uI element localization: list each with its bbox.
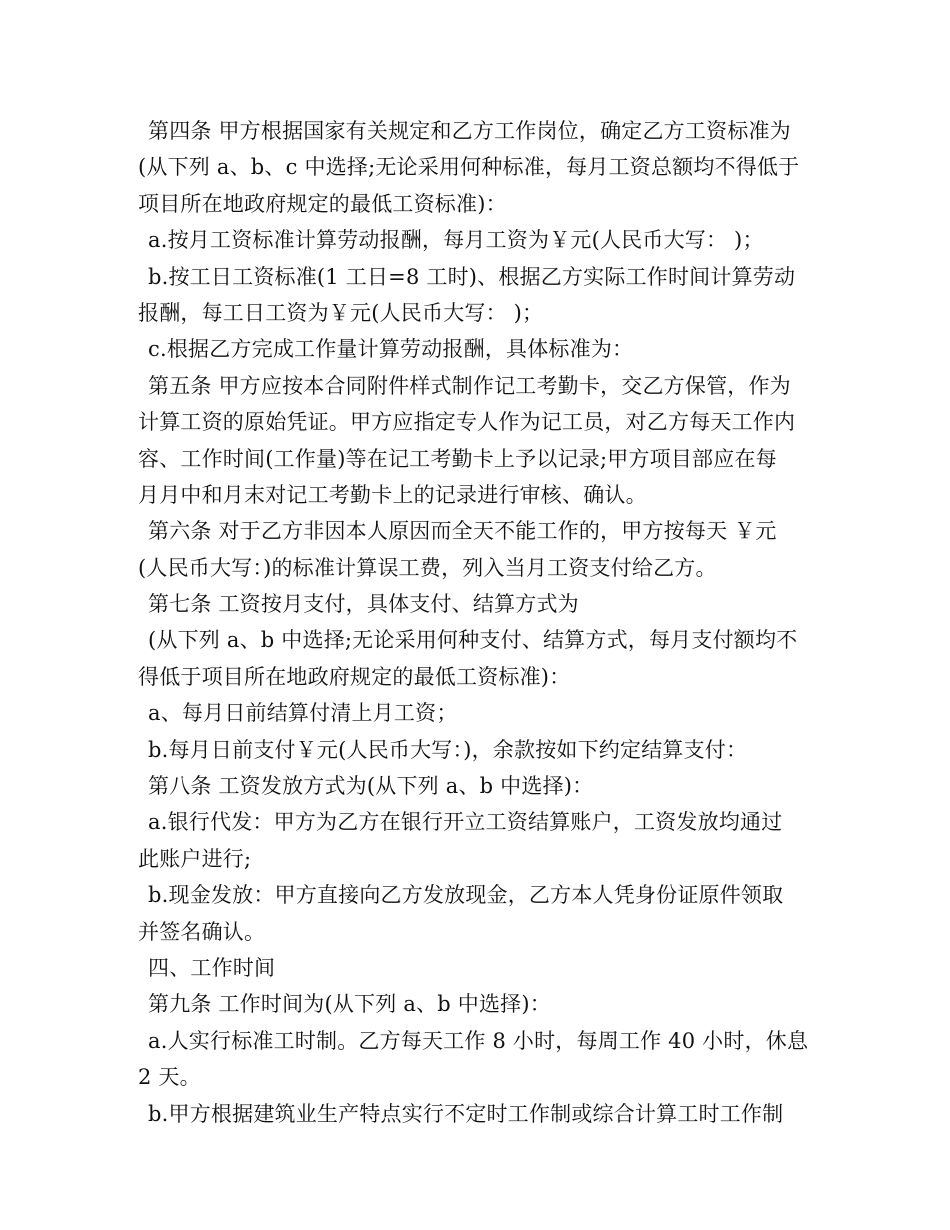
text-line: 项目所在地政府规定的最低工资标准)： <box>138 191 507 216</box>
text-line: a、每月日前结算付清上月工资； <box>148 701 458 726</box>
text-line: 并签名确认。 <box>138 919 266 944</box>
text-line: b.甲方根据建筑业生产特点实行不定时工作制或综合计算工时工作制 <box>148 1101 784 1126</box>
text-line: b.现金发放：甲方直接向乙方发放现金，乙方本人凭身份证原件领取 <box>148 883 784 908</box>
text-line: 报酬，每工日工资为￥元(人民币大写： )； <box>138 300 544 325</box>
text-line: 第九条 工作时间为(从下列 a、b 中选择)： <box>148 992 551 1017</box>
text-line: c.根据乙方完成工作量计算劳动报酬，具体标准为： <box>148 337 634 362</box>
text-line: 第七条 工资按月支付，具体支付、结算方式为 <box>148 592 579 617</box>
text-line: (从下列 a、b、c 中选择;无论采用何种标准，每月工资总额均不得低于 <box>138 155 800 180</box>
text-line: 计算工资的原始凭证。甲方应指定专人作为记工员，对乙方每天工作内 <box>138 410 796 435</box>
text-line: a.银行代发：甲方为乙方在银行开立工资结算账户，工资发放均通过 <box>148 810 783 835</box>
text-line: 第六条 对于乙方非因本人原因而全天不能工作的，甲方按每天 ￥元 <box>148 519 777 544</box>
text-line: (人民币大写：)的标准计算误工费，列入当月工资支付给乙方。 <box>138 555 717 580</box>
text-line: 得低于项目所在地政府规定的最低工资标准)： <box>138 664 571 689</box>
text-line: 第五条 甲方应按本合同附件样式制作记工考勤卡，交乙方保管，作为 <box>148 373 791 398</box>
text-line: b.每月日前支付￥元(人民币大写：)，余款按如下约定结算支付： <box>148 737 748 762</box>
text-line: 2 天。 <box>138 1065 201 1090</box>
text-line: a.按月工资标准计算劳动报酬，每月工资为￥元(人民币大写： )； <box>148 228 764 253</box>
text-line: b.按工日工资标准(1 工日=8 工时)、根据乙方实际工作时间计算劳动 <box>148 264 796 289</box>
text-line: 此账户进行; <box>138 846 252 871</box>
text-line: 第八条 工资发放方式为(从下列 a、b 中选择)： <box>148 774 594 799</box>
text-line: 容、工作时间(工作量)等在记工考勤卡上予以记录;甲方项目部应在每 <box>138 446 777 471</box>
text-line: (从下列 a、b 中选择;无论采用何种支付、结算方式，每月支付额均不 <box>148 628 798 653</box>
text-line: 月月中和月末对记工考勤卡上的记录进行审核、确认。 <box>138 482 647 507</box>
text-line: 第四条 甲方根据国家有关规定和乙方工作岗位，确定乙方工资标准为 <box>148 119 791 143</box>
document-body <box>138 113 818 1132</box>
text-line: 四、工作时间 <box>148 955 276 980</box>
text-line: a.人实行标准工时制。乙方每天工作 8 小时，每周工作 40 小时，休息 <box>148 1028 809 1053</box>
